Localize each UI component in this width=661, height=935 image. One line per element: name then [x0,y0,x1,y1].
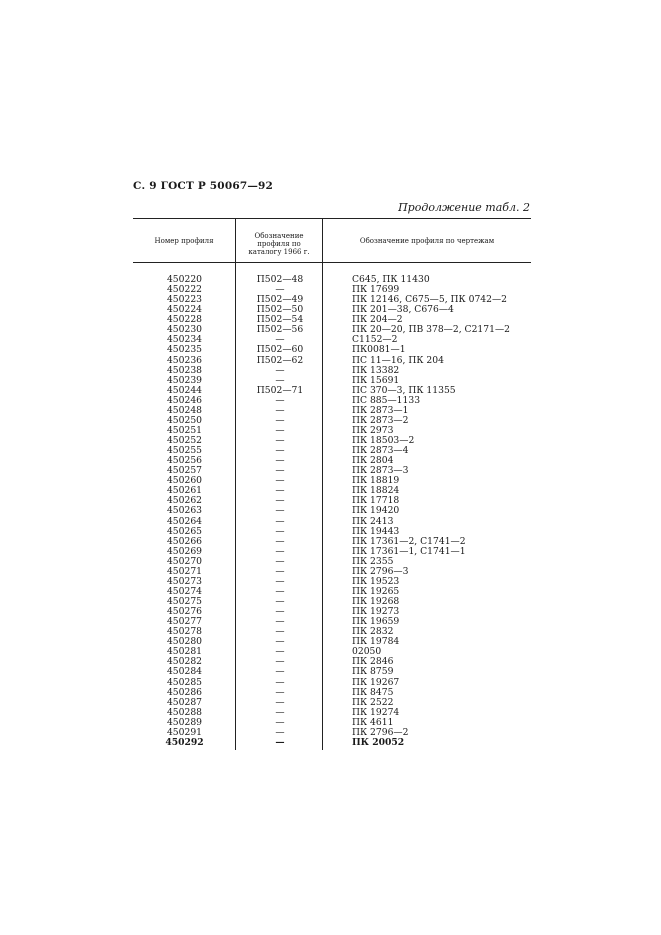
cell-catalog-1966: П502—62 [256,354,304,366]
cell-catalog-1966: — [275,676,285,688]
cell-catalog-1966: — [275,505,285,517]
table-header-rule [133,262,531,263]
cell-drawing-designation: ПК0081—1 [352,344,406,356]
cell-catalog-1966: — [275,636,285,648]
cell-catalog-1966: — [275,485,285,497]
cell-drawing-designation: ПК 18503—2 [352,435,415,446]
cell-profile-number: 450236 [166,354,203,366]
cell-catalog-1966: — [275,465,285,477]
cell-catalog-1966: — [275,435,285,446]
cell-profile-number: 450248 [166,404,203,416]
cell-profile-number: 450251 [166,424,203,436]
cell-drawing-designation: ПК 2873—3 [352,465,409,477]
cell-drawing-designation: ПС 11—16, ПК 204 [352,354,444,366]
cell-profile-number: 450230 [166,324,203,336]
cell-profile-number: 450224 [166,304,203,316]
cell-catalog-1966: — [275,606,285,618]
cell-drawing-designation: ПК 19523 [352,575,400,587]
table-row [133,506,531,516]
cell-profile-number: 450250 [166,414,203,426]
cell-drawing-designation: ПС 885—1133 [352,394,421,406]
cell-drawing-designation: ПК 12146, С675—5, ПК 0742—2 [352,294,508,306]
cell-drawing-designation: ПК 2796—2 [352,726,409,738]
cell-catalog-1966: П502—54 [256,314,304,326]
cell-profile-number: 450285 [166,676,203,688]
cell-profile-number: 450220 [166,274,203,285]
cell-profile-number: 450292 [165,736,204,748]
cell-catalog-1966: — [275,455,285,467]
cell-drawing-designation: ПК 2413 [352,515,394,527]
cell-drawing-designation: ПК 2804 [352,455,394,467]
cell-drawing-designation: ПК 2873—4 [352,445,409,457]
cell-catalog-1966: — [275,616,285,628]
cell-catalog-1966: — [275,334,285,346]
cell-drawing-designation: ПК 17699 [352,284,400,296]
cell-catalog-1966: — [275,706,285,718]
cell-catalog-1966: — [275,545,285,557]
cell-profile-number: 450234 [166,334,203,346]
cell-drawing-designation: ПС 370—3, ПК 11355 [352,384,456,396]
cell-profile-number: 450264 [166,515,203,527]
cell-profile-number: 450255 [166,445,203,457]
cell-drawing-designation: ПК 19274 [352,706,400,718]
cell-drawing-designation: ПК 2355 [352,555,394,567]
cell-profile-number: 450266 [166,535,203,547]
cell-catalog-1966: — [275,626,285,638]
cell-drawing-designation: ПК 13382 [352,364,400,376]
column-header-profile-number: Номер профиля [154,237,214,245]
cell-profile-number: 450275 [166,596,203,607]
cell-profile-number: 450244 [166,384,203,396]
cell-drawing-designation: ПК 2522 [352,696,394,708]
cell-profile-number: 450273 [166,575,203,587]
cell-profile-number: 450260 [166,475,203,487]
cell-profile-number: 450271 [166,565,203,577]
cell-profile-number: 450252 [166,435,203,446]
cell-catalog-1966: П502—49 [256,294,304,306]
cell-catalog-1966: — [275,424,285,436]
cell-catalog-1966: П502—56 [256,324,304,336]
cell-catalog-1966: — [275,404,285,416]
cell-drawing-designation: ПК 2846 [352,656,394,668]
cell-profile-number: 450222 [166,284,203,296]
cell-profile-number: 450291 [166,726,203,738]
cell-catalog-1966: П502—71 [256,384,304,396]
table-row [133,667,531,677]
table-row [133,345,531,355]
cell-profile-number: 450261 [166,485,203,497]
cell-catalog-1966: П502—50 [256,304,304,316]
cell-catalog-1966: — [275,525,285,537]
cell-profile-number: 450239 [166,374,203,386]
cell-catalog-1966: П502—60 [256,344,304,356]
cell-profile-number: 450262 [166,495,203,507]
cell-drawing-designation: ПК 8759 [352,666,394,678]
cell-catalog-1966: — [275,374,285,386]
cell-catalog-1966: — [275,646,285,658]
cell-catalog-1966: — [275,575,285,587]
cell-catalog-1966: — [275,535,285,547]
cell-drawing-designation: ПК 20—20, ПВ 378—2, С2171—2 [352,324,510,336]
cell-drawing-designation: ПК 20052 [352,736,405,748]
cell-catalog-1966: — [275,364,285,376]
table-continuation-label: Продолжение табл. 2 [398,201,530,214]
cell-drawing-designation: ПК 19265 [352,585,400,597]
cell-drawing-designation: ПК 17718 [352,495,400,507]
cell-catalog-1966: — [275,495,285,507]
table-row [133,738,531,748]
cell-catalog-1966: — [275,445,285,457]
cell-drawing-designation: 02050 [352,646,382,658]
cell-profile-number: 450257 [166,465,203,477]
cell-profile-number: 450256 [166,455,203,467]
cell-catalog-1966: — [275,475,285,487]
cell-drawing-designation: ПК 19784 [352,636,400,648]
cell-profile-number: 450286 [166,686,203,698]
cell-catalog-1966: — [275,394,285,406]
page-title: С. 9 ГОСТ Р 50067—92 [133,180,274,192]
cell-drawing-designation: ПК 4611 [352,716,394,728]
cell-profile-number: 450269 [166,545,203,557]
cell-profile-number: 450281 [166,646,203,658]
cell-profile-number: 450284 [166,666,203,678]
cell-catalog-1966: — [275,284,285,296]
cell-profile-number: 450289 [166,716,203,728]
cell-drawing-designation: ПК 19268 [352,596,400,607]
cell-catalog-1966: — [275,736,285,748]
cell-drawing-designation: ПК 201—38, С676—4 [352,304,454,316]
cell-profile-number: 450278 [166,626,203,638]
cell-catalog-1966: — [275,555,285,567]
cell-catalog-1966: — [275,414,285,426]
cell-profile-number: 450287 [166,696,203,708]
cell-profile-number: 450277 [166,616,203,628]
cell-profile-number: 450276 [166,606,203,618]
cell-drawing-designation: С645, ПК 11430 [352,274,430,285]
cell-profile-number: 450282 [166,656,203,668]
cell-profile-number: 450280 [166,636,203,648]
cell-profile-number: 450274 [166,585,203,597]
cell-catalog-1966: — [275,656,285,668]
cell-drawing-designation: ПК 18824 [352,485,400,497]
cell-catalog-1966: — [275,716,285,728]
cell-drawing-designation: ПК 2873—1 [352,404,409,416]
cell-drawing-designation: ПК 2832 [352,626,394,638]
cell-profile-number: 450270 [166,555,203,567]
cell-catalog-1966: П502—48 [256,274,304,285]
cell-profile-number: 450288 [166,706,203,718]
cell-drawing-designation: ПК 17361—2, С1741—2 [352,535,466,547]
cell-catalog-1966: — [275,565,285,577]
cell-drawing-designation: ПК 2873—2 [352,414,409,426]
cell-profile-number: 450228 [166,314,203,326]
table-top-rule [133,218,531,219]
cell-drawing-designation: ПК 17361—1, С1741—1 [352,545,466,557]
cell-drawing-designation: ПК 2796—3 [352,565,409,577]
cell-profile-number: 450223 [166,294,203,306]
cell-profile-number: 450235 [166,344,203,356]
column-header-catalog-1966: Обозначение профиля по каталогу 1966 г. [248,232,310,256]
cell-catalog-1966: — [275,686,285,698]
cell-drawing-designation: ПК 19659 [352,616,400,628]
cell-catalog-1966: — [275,585,285,597]
cell-catalog-1966: — [275,666,285,678]
cell-drawing-designation: ПК 204—2 [352,314,403,326]
cell-drawing-designation: ПК 2973 [352,424,394,436]
column-header-drawing-designation: Обозначение профиля по чертежам [359,237,495,245]
cell-drawing-designation: ПК 19273 [352,606,400,618]
cell-drawing-designation: С1152—2 [352,334,398,346]
cell-drawing-designation: ПК 19443 [352,525,400,537]
cell-drawing-designation: ПК 19420 [352,505,400,517]
cell-drawing-designation: ПК 18819 [352,475,400,487]
table-body [133,275,531,748]
cell-profile-number: 450238 [166,364,203,376]
cell-profile-number: 450265 [166,525,203,537]
cell-profile-number: 450263 [166,505,203,517]
cell-drawing-designation: ПК 8475 [352,686,394,698]
cell-profile-number: 450246 [166,394,203,406]
cell-catalog-1966: — [275,596,285,607]
cell-drawing-designation: ПК 15691 [352,374,400,386]
cell-catalog-1966: — [275,515,285,527]
cell-drawing-designation: ПК 19267 [352,676,400,688]
cell-catalog-1966: — [275,726,285,738]
cell-catalog-1966: — [275,696,285,708]
